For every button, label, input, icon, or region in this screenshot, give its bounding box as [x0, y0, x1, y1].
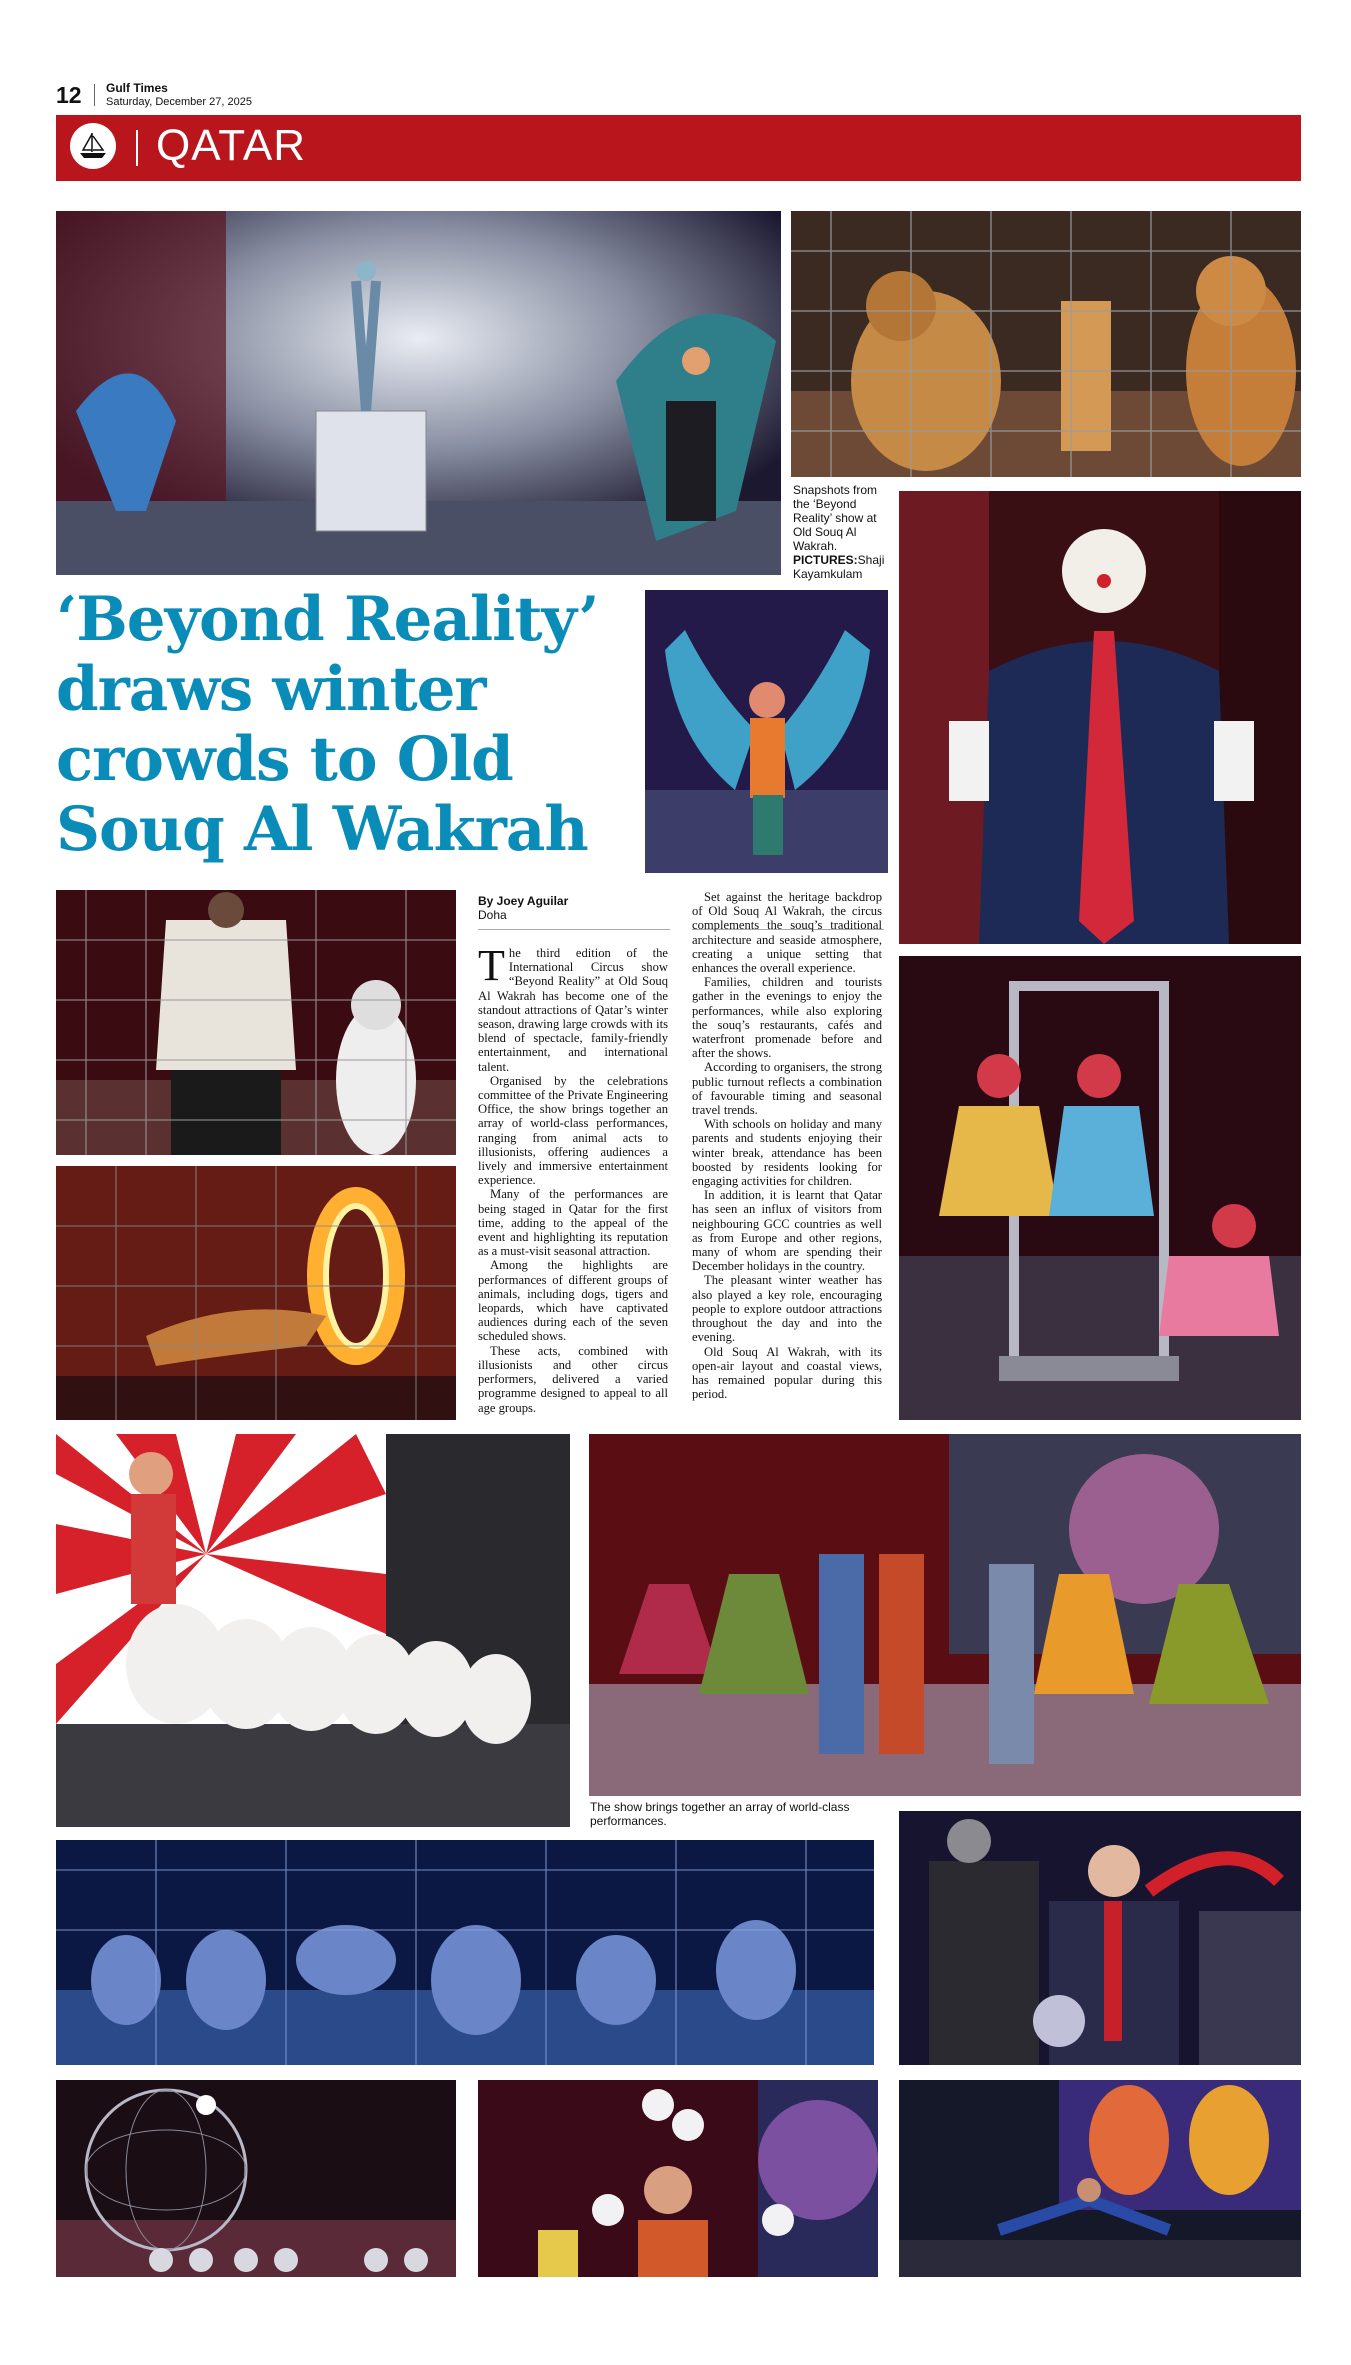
paragraph: Set against the heritage backdrop of Old Souq Al Wakrah, the circus complements the souq’s traditional architecture and seaside atmosphere, creating a unique setting that enhances the overall experience.: [692, 890, 882, 976]
photo-lions-blue: [56, 1840, 874, 2065]
photo-lion-fire-ring: [56, 1166, 456, 1420]
paragraph: The pleasant winter weather has also played a key role, encouraging people to explore outdoor attractions throughout the day and into the evening.: [692, 1273, 882, 1345]
caption-text: Snapshots from the ‘Beyond Reality’ show at Old Souq Al Wakrah.: [793, 483, 878, 553]
photo-bird-performer: [645, 590, 888, 873]
publication-name: Gulf Times: [106, 81, 168, 95]
dhow-icon: [70, 123, 116, 169]
paragraph-text: he third edition of the International Circus show “Beyond Reality” at Old Souq Al Wakrah has become one of the standout attractions of Qatar’s winter season, drawing large crowds with its blend of spectacle, family-friendly entertainment, and international talent.: [478, 946, 668, 1074]
article-column-1: [478, 941, 668, 1415]
paragraph: In addition, it is learnt that Qatar has seen an influx of visitors from neighbouring GCC countries as well as from Europe and other regions, many of whom are spending their December holidays in the country.: [692, 1188, 882, 1274]
paragraph: With schools on holiday and many parents and students enjoying their winter break, attendance has been boosted by residents looking for engaging activities for children.: [692, 1117, 882, 1189]
paragraph: Organised by the celebrations committee of the Private Engineering Office, the show brings together an array of world-class performances, ranging from animal acts to illusionists, offering audiences a lively and immersive entertainment experience.: [478, 1073, 668, 1188]
paragraph: Many of the performances are being staged in Qatar for the first time, adding to the appeal of the event and highlighting its reputation as a must-visit seasonal attraction.: [478, 1187, 668, 1259]
byline-rule: [478, 929, 670, 930]
publication-info: [106, 82, 252, 109]
dateline: Doha: [478, 908, 507, 922]
photo-dancers: [589, 1434, 1301, 1796]
photo-caption-dance: The show brings together an array of world-class performances.: [590, 1800, 850, 1828]
header-divider: [94, 84, 95, 106]
photo-caption-snapshots: [793, 483, 889, 581]
pictures-credit: Shaji Kayamkulam: [793, 553, 885, 581]
pictures-label: PICTURES:: [793, 553, 858, 567]
photo-lions-cage: [791, 211, 1301, 477]
paragraph: Among the highlights are performances of different groups of animals, including dogs, tigers and leopards, which have captivated audiences during each of the seven scheduled shows.: [478, 1258, 668, 1344]
paragraph: Families, children and tourists gather in the evenings to enjoy the performances, while also exploring the souq’s restaurants, cafés and waterfront promenade before and after the shows.: [692, 975, 882, 1061]
photo-aerialists: [56, 211, 781, 575]
photo-poodles: [56, 1434, 570, 1827]
photo-masks-performer: [899, 2080, 1301, 2277]
photo-acrobats-box: [899, 956, 1301, 1420]
paragraph: According to organisers, the strong public turnout reflects a combination of favourable timing and seasonal travel trends.: [692, 1060, 882, 1118]
photo-clown: [899, 491, 1301, 944]
paragraph: [478, 941, 668, 1074]
byline: By Joey Aguilar: [478, 894, 569, 908]
byline-block: [478, 894, 568, 922]
page-number: 12: [56, 82, 82, 108]
headline: ‘Beyond Reality’ draws winter crowds to Old Souq Al Wakrah: [56, 584, 599, 865]
dropcap: T: [478, 941, 505, 990]
photo-globe-motorcycles: [56, 2080, 456, 2277]
photo-juggler: [478, 2080, 878, 2277]
paragraph: Old Souq Al Wakrah, with its open-air layout and coastal views, has remained popular during this period.: [692, 1344, 882, 1402]
paragraph: These acts, combined with illusionists and other circus performers, delivered a varied programme designed to appeal to all age groups.: [478, 1343, 668, 1415]
banner-divider: [136, 130, 138, 166]
publication-date: Saturday, December 27, 2025: [106, 96, 252, 108]
article-column-2: [692, 890, 882, 1401]
photo-clown-balloon: [899, 1811, 1301, 2065]
photo-tamer-white-tiger: [56, 890, 456, 1155]
section-title: QATAR: [156, 121, 307, 170]
